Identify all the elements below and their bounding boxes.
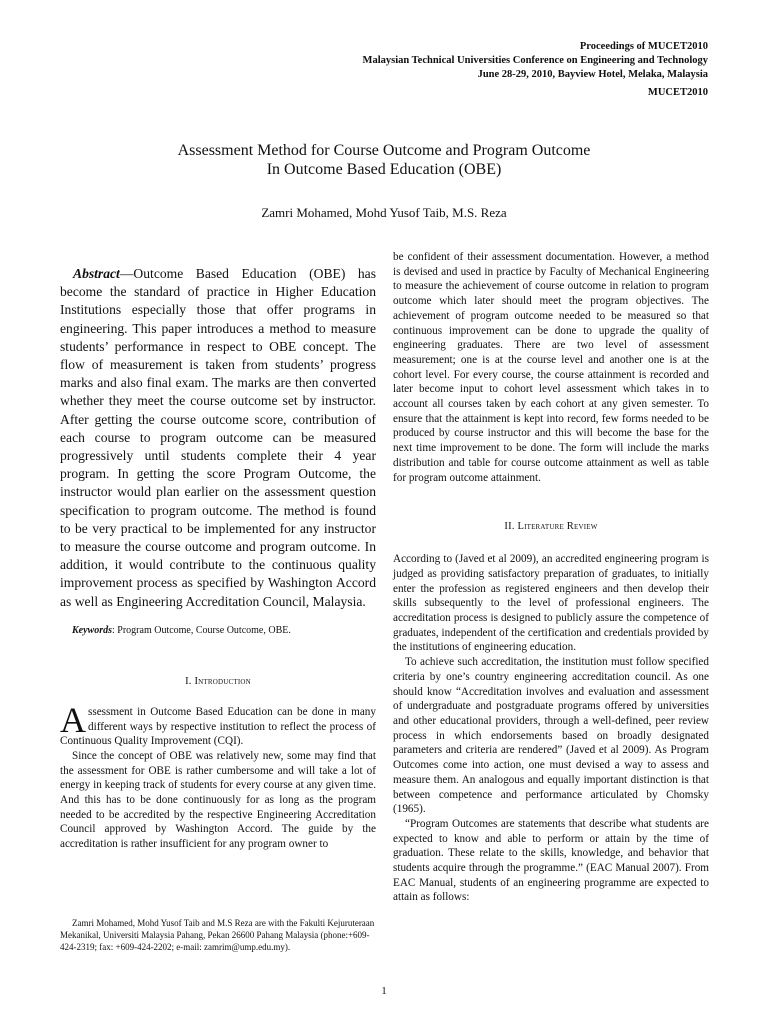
abstract: [60, 265, 376, 611]
intro-paragraph-2: Since the concept of OBE was relatively new, some may find that the assessment for OBE is rather cumbersome and will take a lot of energy in keeping track of students for every course at any given time. And this has to be done continuously for as long as the program needed to be accredited by the respective Engineering Accreditation Council approved by Washington Accord. The guide by the accreditation is rather insufficient for any program owner to: [60, 749, 376, 851]
intro-p1-text: ssessment in Outcome Based Education can be done in many different ways by respective institution to reflect the process of Continuous Quality Improvement (CQI).: [60, 705, 376, 748]
keywords-text: : Program Outcome, Course Outcome, OBE.: [112, 624, 291, 636]
section-heading-literature-review: II. Literature Review: [504, 521, 598, 533]
right-paragraph-1: be confident of their assessment documentation. However, a method is devised and used in practice by Faculty of Mechanical Engineering to measure the achievement of course outcome in relation to program outcome which later should meet the program objectives. The achievement of program outcome needed to be measured so that continuous improvement can be done to upgrade the quality of engineering graduates. There are two level of assessment measurement; one is at the course level and another one is at the cohort level. For every course, the course attainment is recorded and later become input to cohort level assessment which takes in to account all courses taken by each cohort at any given semester. To ensure that the attainment is kept into record, few forms needed to be produced by course instructor and this will become the base for the next time improvement to be done. The form will include the marks distribution and table for course outcome attainment as well as table for program outcome attainment.: [393, 251, 709, 484]
paper-title: [0, 141, 768, 179]
author-list: Zamri Mohamed, Mohd Yusof Taib, M.S. Reza: [261, 205, 507, 220]
section-heading-introduction: I. Introduction: [185, 675, 251, 687]
header-line-3: June 28-29, 2010, Bayview Hotel, Melaka, Malaysia: [477, 69, 708, 80]
left-column: [60, 250, 376, 852]
conference-tag: MUCET2010: [647, 87, 708, 98]
author-footnote: Zamri Mohamed, Mohd Yusof Taib and M.S Reza are with the Fakulti Kejuruteraan Mekanikal, Universiti Malaysia Pahang, Pekan 26600 Pahang Malaysia (phone:+609-424-2319; fax: +609-424-2202; e-mail: zamrim@ump.edu.my).: [60, 918, 375, 952]
drop-cap: A: [60, 699, 86, 740]
right-column: [393, 250, 709, 905]
keywords: [60, 625, 376, 636]
abstract-label: Abstract: [73, 266, 120, 281]
proceedings-header: [363, 40, 708, 100]
literature-paragraph-2: To achieve such accreditation, the institution must follow specified criteria by one’s country engineering accreditation council. As one should know “Accreditation involves and evaluation and assessment of undergraduate and postgraduate programs offered by universities and other educational providers, through a well-defined, peer review process in which endorsements based on broadly designated parameters and criteria are rendered” (Javed et al 2009). As Program Outcomes come into action, one must devised a way to assess and measure them. An analogous and equally important distinction is that between competence and performance articulated by Chomsky (1965).: [393, 656, 709, 816]
title-line-2: In Outcome Based Education (OBE): [266, 161, 502, 178]
page-number: 1: [381, 985, 387, 997]
literature-paragraph-3: “Program Outcomes are statements that describe what students are expected to know and able to perform or attain by the time of graduation. These relate to the skills, knowledge, and behavior that students acquire through the programme.” (EAC Manual 2007). From EAC Manual, students of an engineering programme are expected to attain as follows:: [393, 817, 709, 904]
header-line-2: Malaysian Technical Universities Conference on Engineering and Technology: [362, 55, 708, 66]
title-line-1: Assessment Method for Course Outcome and Program Outcome: [177, 142, 591, 159]
keywords-label: Keywords: [72, 624, 112, 636]
intro-paragraph-1: [60, 699, 376, 749]
abstract-text: —Outcome Based Education (OBE) has become the standard of practice in Higher Education Institutions especially those that offer programs in engineering. This paper introduces a method to measure students’ performance in respect to OBE concept. The flow of measurement is taken from students’ progress marks and also final exam. The marks are then converted whether they meet the course outcome set by instructor. After getting the course outcome score, contribution of each course to program outcome can be measured progressively until students complete their 4 year program. In getting the score Program Outcome, the instructor would plan earlier on the assessment question specification to program outcome. The method is found to be very practical to be implemented for any instructor to measure the course outcome and program outcome. In addition, it would contribute to the continuous quality improvement process as specified by Washington Accord as well as Engineering Accreditation Council, Malaysia.: [60, 266, 376, 609]
literature-paragraph-1: According to (Javed et al 2009), an accredited engineering program is judged as providing satisfactory preparation of graduates, to initially enter the profession as registered engineers and then develop their skills subsequently to the level of professional engineers. The accreditation process is designed to publicly assure the competence of graduates, independent of the certification and credentials provided by the institutions of engineering education.: [393, 553, 709, 654]
header-line-1: Proceedings of MUCET2010: [579, 41, 708, 52]
